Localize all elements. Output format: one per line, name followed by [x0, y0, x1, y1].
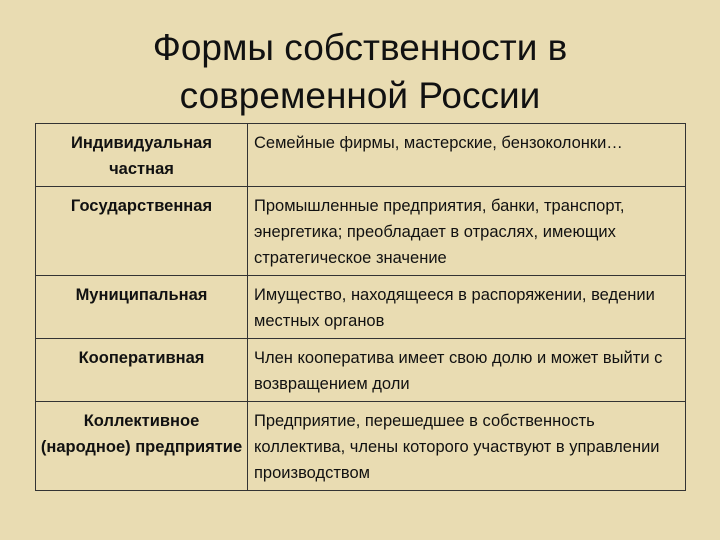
ownership-description-cell: Предприятие, перешедшее в собственность коллектива, члены которого участвуют в управлении производством	[248, 402, 686, 491]
table-row	[36, 124, 686, 187]
page-title	[0, 24, 720, 120]
ownership-type-cell: Коллективное (народное) предприятие	[36, 402, 248, 491]
ownership-description-cell: Член кооператива имеет свою долю и может выйти с возвращением доли	[248, 339, 686, 402]
ownership-description-cell: Семейные фирмы, мастерские, бензоколонки…	[248, 124, 686, 187]
table-row	[36, 339, 686, 402]
table-row	[36, 276, 686, 339]
ownership-type-cell: Индивидуальная частная	[36, 124, 248, 187]
ownership-type-cell: Муниципальная	[36, 276, 248, 339]
ownership-description-cell: Промышленные предприятия, банки, транспорт, энергетика; преобладает в отраслях, имеющих стратегическое значение	[248, 187, 686, 276]
ownership-type-cell: Государственная	[36, 187, 248, 276]
ownership-type-cell: Кооперативная	[36, 339, 248, 402]
page-title-line-2: современной России	[179, 75, 541, 116]
ownership-description-cell: Имущество, находящееся в распоряжении, ведении местных органов	[248, 276, 686, 339]
table-row	[36, 402, 686, 491]
page-title-line-1: Формы собственности в	[152, 27, 568, 68]
ownership-forms-table	[35, 123, 686, 491]
table-row	[36, 187, 686, 276]
